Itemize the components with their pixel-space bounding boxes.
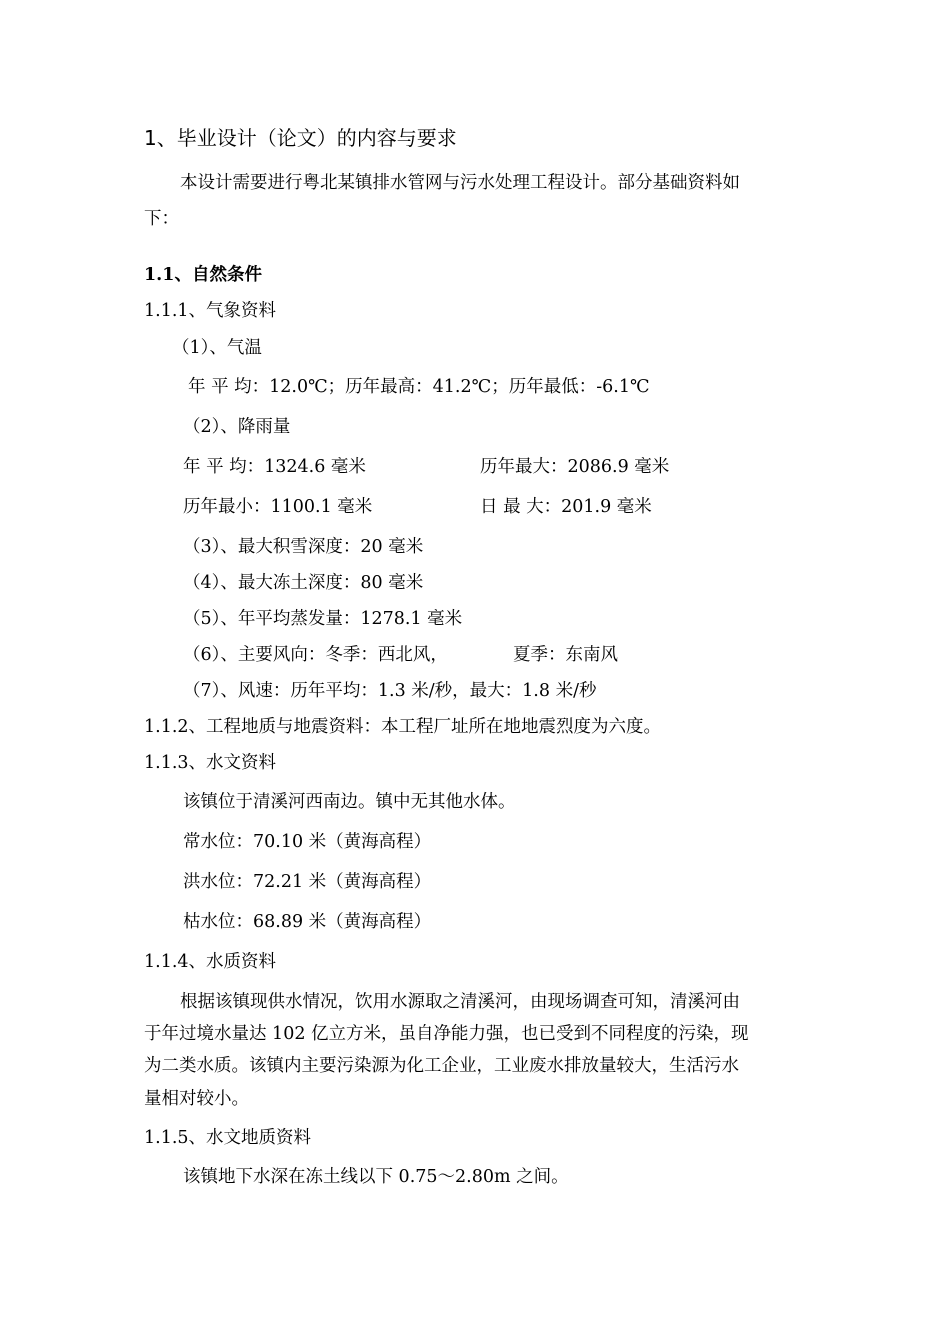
rainfall-heading: （2）、降雨量	[183, 417, 291, 437]
annual-evaporation: （5）、年平均蒸发量：1278.1 毫米	[183, 609, 463, 629]
temperature-values: 年 平 均：12.0℃；历年最高：41.2℃；历年最低：-6.1℃	[188, 377, 650, 397]
max-snow-depth: （3）、最大积雪深度：20 毫米	[183, 537, 424, 557]
groundwater-depth: 该镇地下水深在冻土线以下 0.75～2.80m 之间。	[183, 1167, 569, 1187]
heading-hydrology: 1.1.3、水文资料	[144, 753, 277, 773]
temperature-heading: （1）、气温	[172, 338, 262, 358]
normal-water-level: 常水位：70.10 米（黄海高程）	[183, 832, 432, 852]
intro-line-2: 下：	[144, 209, 179, 229]
rainfall-row-1	[183, 455, 783, 479]
rainfall-row-2	[183, 495, 783, 519]
water-quality-line-4: 量相对较小。	[144, 1089, 249, 1109]
flood-water-level: 洪水位：72.21 米（黄海高程）	[183, 872, 432, 892]
hydrology-location: 该镇位于清溪河西南边。镇中无其他水体。	[183, 792, 516, 812]
rainfall-historical-min: 历年最小：1100.1 毫米	[183, 497, 373, 517]
intro-line-1: 本设计需要进行粤北某镇排水管网与污水处理工程设计。部分基础资料如	[180, 173, 740, 193]
water-quality-line-3: 为二类水质。该镇内主要污染源为化工企业，工业废水排放量较大，生活污水	[144, 1056, 739, 1076]
heading-water-quality: 1.1.4、水质资料	[144, 952, 277, 972]
heading-geology-seismic: 1.1.2、工程地质与地震资料：本工程厂址所在地地震烈度为六度。	[144, 717, 662, 737]
rainfall-annual-average: 年 平 均：1324.6 毫米	[183, 457, 366, 477]
wind-direction	[183, 643, 783, 667]
dry-water-level: 枯水位：68.89 米（黄海高程）	[183, 912, 432, 932]
max-frost-depth: （4）、最大冻土深度：80 毫米	[183, 573, 424, 593]
heading-meteorology: 1.1.1、气象资料	[144, 301, 277, 321]
wind-direction-summer: 夏季：东南风	[513, 645, 618, 665]
water-quality-line-2: 于年过境水量达 102 亿立方米，虽自净能力强，也已受到不同程度的污染，现	[144, 1024, 749, 1044]
water-quality-line-1: 根据该镇现供水情况，饮用水源取之清溪河，由现场调查可知，清溪河由	[180, 992, 740, 1012]
heading-hydrogeology: 1.1.5、水文地质资料	[144, 1128, 312, 1148]
rainfall-daily-max: 日 最 大：201.9 毫米	[480, 497, 652, 517]
rainfall-historical-max: 历年最大：2086.9 毫米	[480, 457, 670, 477]
section-title: 1、毕业设计（论文）的内容与要求	[144, 126, 457, 150]
heading-natural-conditions: 1.1、自然条件	[144, 265, 262, 285]
wind-direction-winter: （6）、主要风向：冬季：西北风，	[183, 645, 448, 665]
wind-speed: （7）、风速：历年平均：1.3 米/秒，最大：1.8 米/秒	[183, 681, 597, 701]
